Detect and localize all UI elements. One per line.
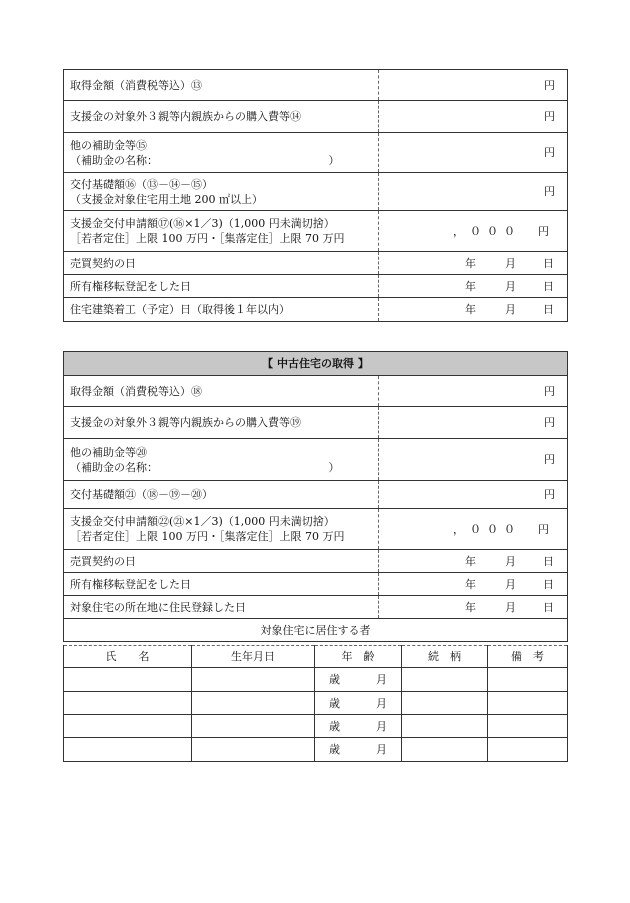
- acquisition-amount-label: 取得金額（消費税等込）⑬: [64, 70, 379, 101]
- table-row: [64, 133, 568, 173]
- table-row: [64, 352, 568, 376]
- subsidy-name-label: （補助金の名称： ）: [70, 460, 340, 474]
- resident-age-field[interactable]: 歳 月: [315, 738, 402, 762]
- contract-date-label: 売買契約の日: [64, 550, 379, 573]
- construction-start-label: 住宅建築着工（予定）日（取得後１年以内）: [64, 298, 379, 322]
- resident-birthdate-field[interactable]: [192, 668, 315, 692]
- table-row: [64, 573, 568, 596]
- section-header: 【 中古住宅の取得 】: [64, 352, 568, 376]
- table-row: [64, 275, 568, 298]
- relative-purchase-label: 支援金の対象外３親等内親族からの購入費等⑭: [64, 101, 379, 133]
- table-row: [64, 101, 568, 133]
- other-subsidy-label: 他の補助金等⑮: [70, 138, 147, 152]
- base-amount-field[interactable]: 円: [379, 481, 568, 509]
- registration-date-label: 所有権移転登記をした日: [64, 275, 379, 298]
- base-amount-field[interactable]: 円: [379, 173, 568, 211]
- resident-relationship-field[interactable]: [402, 738, 488, 762]
- contract-date-field[interactable]: 年 月 日: [379, 550, 568, 573]
- resident-registration-label: 対象住宅の所在地に住民登録した日: [64, 596, 379, 619]
- col-age: 年 齢: [315, 646, 402, 668]
- resident-relationship-field[interactable]: [402, 692, 488, 715]
- resident-name-field[interactable]: [64, 668, 192, 692]
- used-house-table: [63, 351, 568, 642]
- resident-name-field[interactable]: [64, 738, 192, 762]
- col-relationship: 続 柄: [402, 646, 488, 668]
- resident-registration-field[interactable]: 年 月 日: [379, 596, 568, 619]
- relative-purchase-field[interactable]: 円: [379, 101, 568, 133]
- table-row: [64, 692, 568, 715]
- resident-relationship-field[interactable]: [402, 715, 488, 738]
- table-row: [64, 70, 568, 101]
- land-condition-note: （支援金対象住宅用土地 200 ㎡以上）: [70, 192, 263, 206]
- resident-age-field[interactable]: 歳 月: [315, 668, 402, 692]
- table-row: [64, 619, 568, 642]
- application-amount-field[interactable]: ，０００ 円: [379, 211, 568, 252]
- resident-relationship-field[interactable]: [402, 668, 488, 692]
- table-row: [64, 715, 568, 738]
- col-birthdate: 生年月日: [192, 646, 315, 668]
- resident-remarks-field[interactable]: [488, 738, 568, 762]
- application-amount-field[interactable]: ，０００ 円: [379, 509, 568, 550]
- acquisition-amount-field[interactable]: 円: [379, 70, 568, 101]
- table-row: [64, 738, 568, 762]
- residents-table: [63, 645, 568, 762]
- subsidy-name-label: （補助金の名称： ）: [70, 153, 340, 167]
- registration-date-label: 所有権移転登記をした日: [64, 573, 379, 596]
- resident-name-field[interactable]: [64, 715, 192, 738]
- table-row: [64, 211, 568, 252]
- table-row: [64, 298, 568, 322]
- base-amount-label: 交付基礎額㉑（⑱－⑲－⑳）: [64, 481, 379, 509]
- col-remarks: 備 考: [488, 646, 568, 668]
- resident-birthdate-field[interactable]: [192, 738, 315, 762]
- col-name: 氏 名: [64, 646, 192, 668]
- resident-remarks-field[interactable]: [488, 668, 568, 692]
- table-row: [64, 252, 568, 275]
- construction-start-field[interactable]: 年 月 日: [379, 298, 568, 322]
- acquisition-amount-label: 取得金額（消費税等込）⑱: [64, 376, 379, 407]
- relative-purchase-label: 支援金の対象外３親等内親族からの購入費等⑲: [64, 407, 379, 439]
- registration-date-field[interactable]: 年 月 日: [379, 573, 568, 596]
- other-subsidy-label: 他の補助金等⑳: [70, 445, 147, 459]
- table-row: [64, 481, 568, 509]
- other-subsidy-field[interactable]: 円: [379, 439, 568, 481]
- acquisition-amount-field[interactable]: 円: [379, 376, 568, 407]
- contract-date-label: 売買契約の日: [64, 252, 379, 275]
- resident-remarks-field[interactable]: [488, 692, 568, 715]
- table-row: [64, 439, 568, 481]
- resident-age-field[interactable]: 歳 月: [315, 692, 402, 715]
- new-house-table: [63, 69, 568, 322]
- resident-age-field[interactable]: 歳 月: [315, 715, 402, 738]
- base-amount-label: 交付基礎額⑯（⑬－⑭－⑮）: [70, 177, 213, 191]
- upper-limit-note: ［若者定住］上限 100 万円・［集落定住］上限 70 万円: [70, 530, 345, 543]
- application-amount-label: 支援金交付申請額⑰(⑯×1／3)（1,000 円未満切捨）: [70, 217, 335, 230]
- residents-title: 対象住宅に居住する者: [64, 619, 568, 642]
- application-amount-label: 支援金交付申請額㉒(㉑×1／3)（1,000 円未満切捨）: [70, 515, 335, 528]
- table-row: [64, 376, 568, 407]
- contract-date-field[interactable]: 年 月 日: [379, 252, 568, 275]
- table-row: [64, 668, 568, 692]
- upper-limit-note: ［若者定住］上限 100 万円・［集落定住］上限 70 万円: [70, 232, 345, 245]
- resident-birthdate-field[interactable]: [192, 715, 315, 738]
- registration-date-field[interactable]: 年 月 日: [379, 275, 568, 298]
- resident-name-field[interactable]: [64, 692, 192, 715]
- table-row: [64, 596, 568, 619]
- table-row: [64, 509, 568, 550]
- other-subsidy-field[interactable]: 円: [379, 133, 568, 173]
- resident-remarks-field[interactable]: [488, 715, 568, 738]
- resident-birthdate-field[interactable]: [192, 692, 315, 715]
- table-row: [64, 550, 568, 573]
- table-row: [64, 173, 568, 211]
- residents-header-row: [64, 646, 568, 668]
- table-row: [64, 407, 568, 439]
- relative-purchase-field[interactable]: 円: [379, 407, 568, 439]
